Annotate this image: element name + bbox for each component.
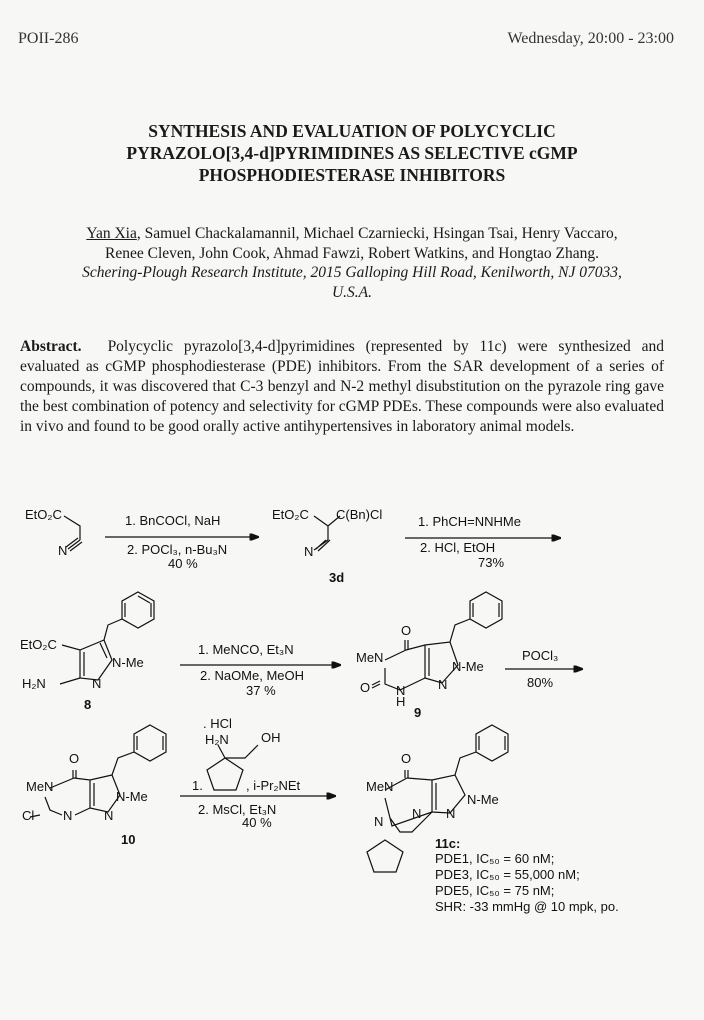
c10-n-methyl-amide: MeN [26,779,54,794]
c11c-n-methyl: N-Me [467,792,499,807]
step3-reagent-2: 2. NaOMe, MeOH [200,668,305,683]
c11c-pde5: PDE5, IC₅₀ = 75 nM; [435,883,555,898]
step5-amine: H₂N [205,732,229,747]
c10-ring-n-1: N [63,808,73,823]
title-line-2: PYRAZOLO[3,4-d]PYRIMIDINES AS SELECTIVE cGMP [126,143,578,163]
c11c-pyrazole-n: N [446,806,456,821]
c9-urea-o: O [360,680,371,695]
step5-base: , i-Pr₂NEt [246,778,301,793]
step2-yield: 73% [478,555,505,570]
c9-nh-n: N [396,683,406,698]
compound-label-11c: 11c: [435,836,461,851]
c8-amine: H₂N [22,676,46,691]
c11c-imidazoline-n: N [374,814,384,829]
affiliation-line-1: Schering-Plough Research Institute, 2015 Galloping Hill Road, Kenilworth, NJ 07033, [82,264,622,281]
authors-line-1: , Samuel Chackalamannil, Michael Czarniecki, Hsingan Tsai, Henry Vaccaro, [136,225,618,242]
c8-ring-n: N [92,676,102,691]
sm-ester: EtO₂C [25,507,62,522]
title-line-3: PHOSPHODIESTERASE INHIBITORS [198,165,506,185]
affiliation-line-2: U.S.A. [331,283,373,301]
c9-h: H [396,694,406,709]
compound-label-8: 8 [84,697,92,712]
c11c-n-methyl-amide: MeN [366,779,394,794]
compound-label-9: 9 [414,705,422,720]
title-line-1: SYNTHESIS AND EVALUATION OF POLYCYCLIC [148,121,556,141]
step3-yield: 37 % [246,683,276,698]
step1-yield: 40 % [168,556,198,571]
c8-ester: EtO₂C [20,637,57,652]
c11c-shr: SHR: -33 mmHg @ 10 mpk, po. [435,899,619,914]
sm-nitrile-n: N [58,543,68,558]
step2-reagent-2: 2. HCl, EtOH [420,540,496,555]
presenting-author: Yan Xia [86,225,137,242]
step1-reagent-2: 2. POCl₃, n-Bu₃N [127,542,228,557]
session-time: Wednesday, 20:00 - 23:00 [507,30,674,47]
c3d-substituent: C(Bn)Cl [336,507,383,522]
c11c-bridge-n: N [412,806,422,821]
step5-hydroxyl: OH [261,730,281,745]
step2-reagent-1: 1. PhCH=NNHMe [418,514,521,529]
c11c-carbonyl-o: O [401,751,412,766]
c9-n-methyl-amide: MeN [356,650,384,665]
compound-label-10: 10 [121,832,136,847]
step4-yield: 80% [527,675,554,690]
abstract-label: Abstract. [20,338,82,355]
c9-ring-n: N [438,677,448,692]
c3d-ester: EtO₂C [272,507,309,522]
c9-n-methyl: N-Me [452,659,484,674]
step4-reagent: POCl₃ [522,648,559,663]
c11c-pde3: PDE3, IC₅₀ = 55,000 nM; [435,867,580,882]
c10-carbonyl-o: O [69,751,80,766]
step3-reagent-1: 1. MeNCO, Et₃N [198,642,294,657]
abstract-text: Polycyclic pyrazolo[3,4-d]pyrimidines (represented by 11c) were synthesized and evaluated as cGMP phosphodiesterase (PDE) inhibitors. From the SAR development of a series of compounds, it was discovered that C-3 benzyl and N-2 methyl disubstitution on the pyrazole ring gave the best combination of potency and selectivity for cGMP PDEs. These compounds were also evaluated in vivo and found to be good orally active antihypertensives in laboratory animal models. [20,338,664,435]
c11c-pde1: PDE1, IC₅₀ = 60 nM; [435,851,555,866]
step1-reagent-1: 1. BnCOCl, NaH [125,513,221,528]
poster-code: POII-286 [18,30,79,47]
c3d-nitrile-n: N [304,544,314,559]
c10-n-methyl: N-Me [116,789,148,804]
step5-number: 1. [192,778,203,793]
step5-reagent-2: 2. MsCl, Et₃N [198,802,277,817]
authors-line-2: Renee Cleven, John Cook, Ahmad Fawzi, Robert Watkins, and Hongtao Zhang. [105,244,599,262]
step5-yield: 40 % [242,815,272,830]
c10-chloro: Cl [22,808,35,823]
c9-carbonyl-o: O [401,623,412,638]
c10-ring-n-2: N [104,808,114,823]
compound-label-3d: 3d [329,570,345,585]
step5-salt: . HCl [203,716,232,731]
c8-n-methyl: N-Me [112,655,144,670]
